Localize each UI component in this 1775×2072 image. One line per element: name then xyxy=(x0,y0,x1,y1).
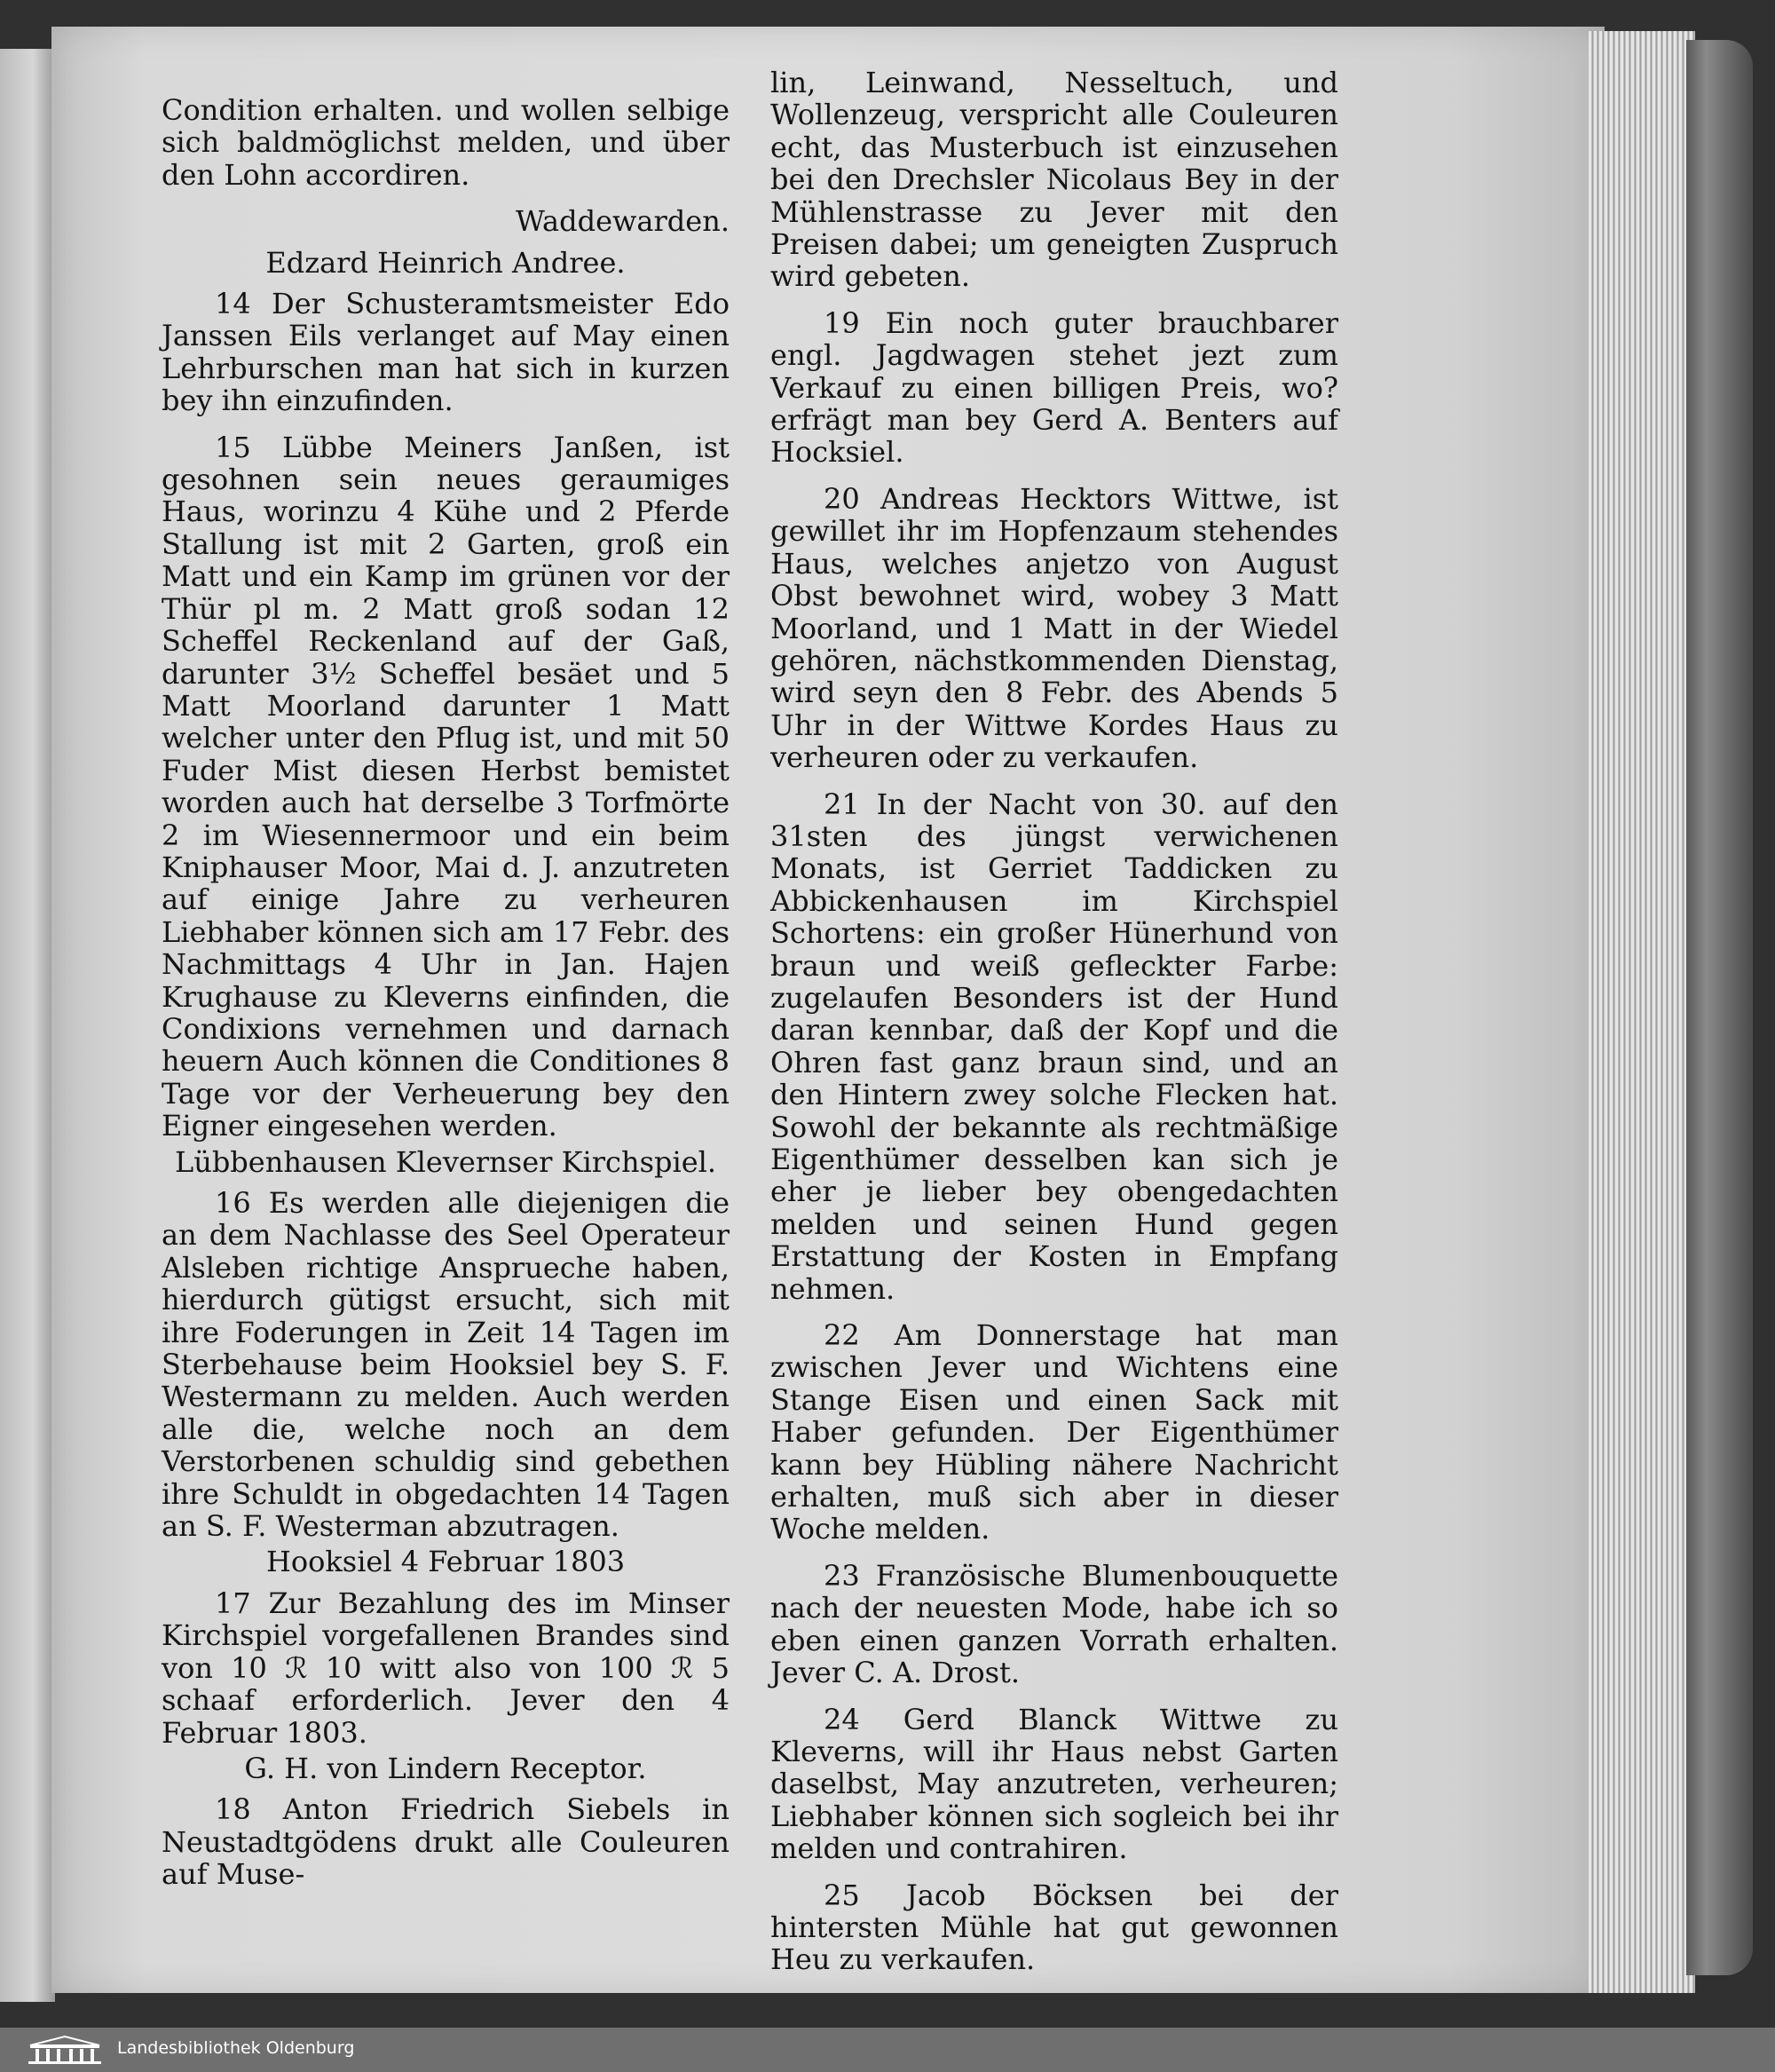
left-column xyxy=(162,94,730,1905)
notice-16-signature: Hooksiel 4 Februar 1803 xyxy=(265,1545,626,1579)
notice-13-place: Waddewarden. xyxy=(515,204,730,239)
notice-16: 16 Es werden alle diejenigen die an dem Nachlasse des Seel Operateur Alsleben richtige Ansprueche haben, hierdurch gütigst ersucht, sich mit ihre Foderungen in Zeit 14 Tagen im Sterbehause beim Hooksiel bey S. F. Westermann zu melden. Auch werden alle die, welche noch an dem Verstorbenen schuldig sind gebethen ihre Schuldt in obgedachten 14 Tagen an S. F. Westerman abzutragen. xyxy=(162,1186,730,1544)
page-edges xyxy=(1589,31,1695,1993)
book-cover-edge xyxy=(1686,40,1753,1975)
notice-21: 21 In der Nacht von 30. auf den 31sten des jüngst verwichenen Monats, ist Gerriet Taddicken zu Abbickenhausen im Kirchspiel Schortens: ein großer Hünerhund von braun und weiß gefleckter Farbe: zugelaufen Besonders ist der Hund daran kennbar, daß der Kopf und die Ohren fast ganz braun sind, und an den Hintern zwey solche Flecken hat. Sowohl der bekannte als rechtmäßige Eigenthümer desselben kan sich je eher je lieber bey obengedachten melden und seinen Hund gegen Erstattung der Kosten in Empfang nehmen. xyxy=(770,787,1338,1306)
notice-15: 15 Lübbe Meiners Janßen, ist gesohnen sein neues geraumiges Haus, worinzu 4 Kühe und 2 Pferde Stallung ist mit 2 Garten, groß ein Matt und ein Kamp im grünen vor der Thür pl m. 2 Matt groß sodan 12 Scheffel Reckenland auf der Gaß, darunter 3½ Scheffel besäet und 5 Matt Moorland darunter 1 Matt welcher unter den Pflug ist, und mit 50 Fuder Mist diesen Herbst bemistet worden auch hat derselbe 3 Torfmörte 2 im Wiesennermoor und ein beim Kniphauser Moor, Mai d. J. anzutreten auf einige Jahre zu verheuren Liebhaber können sich am 17 Febr. des Nachmittags 4 Uhr in Jan. Hajen Krughause zu Kleverns einfinden, die Condixions vernehmen und darnach heuern Auch können die Conditiones 8 Tage vor der Verheuerung bey den Eigner eingesehen werden. xyxy=(162,430,730,1143)
notice-23: 23 Französische Blumenbouquette nach der neuesten Mode, habe ich so eben einen ganzen Vorrath erhalten. Jever C. A. Drost. xyxy=(770,1558,1338,1690)
notice-25: 25 Jacob Böcksen bei der hintersten Mühle hat gut gewonnen Heu zu verkaufen. xyxy=(770,1878,1338,1977)
left-page-edge xyxy=(0,49,55,2002)
notice-14: 14 Der Schusteramtsmeister Edo Janssen Eils verlanget auf May einen Lehrburschen man hat sich in kurzen bey ihn einzufinden. xyxy=(162,287,730,418)
library-name: Landesbibliothek Oldenburg xyxy=(117,2038,355,2058)
library-building-icon xyxy=(27,2035,103,2065)
right-column xyxy=(770,67,1338,1990)
notice-13-signature: Edzard Heinrich Andree. xyxy=(265,245,626,280)
notice-17-signature: G. H. von Lindern Receptor. xyxy=(244,1751,647,1785)
notice-24: 24 Gerd Blanck Wittwe zu Kleverns, will ihr Haus nebst Garten daselbst, May anzutreten, verheuren; Liebhaber können sich sogleich bei ihr melden und contrahiren. xyxy=(770,1702,1338,1866)
footer-bar xyxy=(0,2028,1775,2072)
notice-13-end: Condition erhalten. und wollen selbige sich baldmöglichst melden, und über den Lohn accordiren. xyxy=(162,93,730,192)
notice-17: 17 Zur Bezahlung des im Minser Kirchspiel vorgefallenen Brandes sind von 10 ℛ 10 witt also von 100 ℛ 5 schaaf erforderlich. Jever den 4 Februar 1803. xyxy=(162,1586,730,1750)
notice-15-signature: Lübbenhausen Klevernser Kirchspiel. xyxy=(174,1144,717,1179)
notice-19: 19 Ein noch guter brauchbarer engl. Jagdwagen stehet jezt zum Verkauf zu einen billigen Preis, wo? erfrägt man bey Gerd A. Benters auf Hocksiel. xyxy=(770,305,1338,470)
notice-22: 22 Am Donnerstage hat man zwischen Jever und Wichtens eine Stange Eisen und einen Sack mit Haber gefunden. Der Eigenthümer kann bey Hübling nähere Nachricht erhalten, muß sich aber in dieser Woche melden. xyxy=(770,1318,1338,1546)
notice-20: 20 Andreas Hecktors Wittwe, ist gewillet ihr im Hopfenzaum stehendes Haus, welches anjetzo von August Obst bewohnet wird, wobey 3 Matt Moorland, und 1 Matt in der Wiedel gehören, nächstkommenden Dienstag, wird seyn den 8 Febr. des Abends 5 Uhr in der Wittwe Kordes Haus zu verheuren oder zu verkaufen. xyxy=(770,481,1338,775)
notice-18-start: 18 Anton Friedrich Siebels in Neustadtgödens drukt alle Couleuren auf Muse- xyxy=(162,1792,730,1892)
notice-18-continued: lin, Leinwand, Nesseltuch, und Wollenzeug, verspricht alle Couleuren echt, das Musterbuch ist einzusehen bei den Drechsler Nicolaus Bey in der Mühlenstrasse zu Jever mit den Preisen dabei; um geneigten Zuspruch wird gebeten. xyxy=(770,66,1338,294)
